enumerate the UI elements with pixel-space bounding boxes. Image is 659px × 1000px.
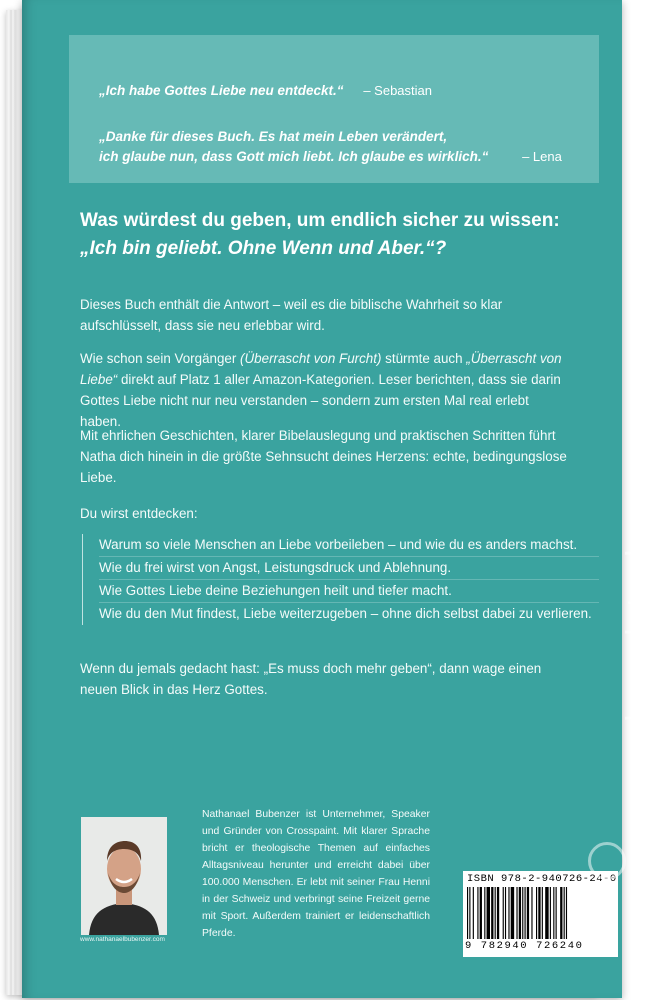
- barcode-bar: [542, 887, 543, 939]
- barcode-bar: [556, 887, 557, 939]
- barcode-bar: [505, 887, 506, 939]
- paragraph-discover: Du wirst entdecken:: [80, 506, 198, 521]
- isbn-label: ISBN 978-2-940726-24-0: [467, 873, 617, 885]
- headline: [80, 207, 590, 263]
- list-item: Wie Gottes Liebe deine Beziehungen heilt und tiefer macht.: [99, 580, 599, 603]
- book-title: „Überrascht von Liebe“: [80, 351, 562, 387]
- watermark-logo-icon: [588, 842, 626, 880]
- barcode-bar: [503, 887, 504, 939]
- author-portrait-icon: [81, 817, 167, 935]
- barcode-bar: [538, 887, 540, 939]
- barcode-bar: [477, 887, 478, 939]
- barcode-bar: [525, 887, 526, 939]
- isbn-barcode: [463, 871, 618, 957]
- barcode-bar: [566, 887, 567, 939]
- barcode-bar: [550, 887, 551, 939]
- headline-line-1: Was würdest du geben, um endlich sicher zu wissen:: [80, 210, 560, 231]
- paragraph-predecessor: Wie schon sein Vorgänger (Überrascht von Furcht) stürmte auch „Überrascht von Liebe“ direkt auf Platz 1 aller Amazon-Kategorien. Leser berichten, dass sie darin Gottes Liebe nicht nur neu verstanden – sondern zum ersten Mal real erlebt haben.: [80, 351, 562, 429]
- barcode-bar: [553, 887, 554, 939]
- testimonial-1-author: – Sebastian: [363, 83, 432, 98]
- list-item: Wie du den Mut findest, Liebe weiterzugeben – ohne dich selbst dabei zu verlieren.: [99, 606, 592, 621]
- barcode-bar: [487, 887, 490, 939]
- barcode-icon: [467, 887, 615, 941]
- paragraph-description: Mit ehrlichen Geschichten, klarer Bibelauslegung und praktischen Schritten führt Natha dich hinein in die größte Sehnsucht deines Herzens: echte, bedingungslose Liebe.: [80, 428, 567, 485]
- barcode-bar: [511, 887, 514, 939]
- barcode-bar: [560, 887, 562, 939]
- barcode-bar: [467, 887, 468, 939]
- barcode-bar: [522, 887, 523, 939]
- barcode-bar: [491, 887, 493, 939]
- list-item: Warum so viele Menschen an Liebe vorbeileben – und wie du es anders machst.: [99, 534, 599, 557]
- barcode-bar: [545, 887, 548, 939]
- barcode-bar: [484, 887, 485, 939]
- book-back-cover: [22, 0, 658, 998]
- headline-line-2: „Ich bin geliebt. Ohne Wenn und Aber.“?: [80, 238, 447, 259]
- barcode-bar: [536, 887, 537, 939]
- barcode-bar: [497, 887, 499, 939]
- bullet-list: [82, 534, 599, 625]
- barcode-bar: [564, 887, 565, 939]
- testimonial-box: [69, 35, 599, 183]
- barcode-bar: [473, 887, 474, 939]
- barcode-bar: [516, 887, 517, 939]
- barcode-bar: [508, 887, 509, 939]
- predecessor-title: (Überrascht von Furcht): [240, 351, 382, 366]
- paragraph-intro: Dieses Buch enthält die Antwort – weil es die biblische Wahrheit so klar aufschlüsselt, dass sie neu erlebbar wird.: [80, 297, 503, 333]
- author-bio: Nathanael Bubenzer ist Unternehmer, Speaker und Gründer von Crosspaint. Mit klarer Sprache bricht er theologische Themen auf einfaches Alltagsniveau herunter und erreicht dabei über 100.000 Menschen. Er lebt mit seiner Frau Henni in der Schweiz und verbringt seine Freizeit gerne mit Sport. Außerdem trainiert er leidenschaftlich Pferde.: [202, 809, 430, 939]
- watermark: leseplatz.de: [620, 528, 658, 722]
- barcode-bar: [469, 887, 470, 939]
- testimonial-1: „Ich habe Gottes Liebe neu entdeckt.“ – Sebastian: [99, 83, 432, 98]
- paragraph-closing: Wenn du jemals gedacht hast: „Es muss doch mehr geben“, dann wage einen neuen Blick in das Herz Gottes.: [80, 661, 542, 697]
- barcode-bar: [519, 887, 521, 939]
- list-item: Wie du frei wirst von Angst, Leistungsdruck und Ablehnung.: [99, 557, 599, 580]
- author-photo: [81, 817, 167, 935]
- barcode-bar: [527, 887, 529, 939]
- barcode-digits: 9 782940 726240: [465, 940, 584, 952]
- testimonial-2: „Danke für dieses Buch. Es hat mein Leben verändert, ich glaube nun, dass Gott mich liebt. Ich glaube es wirklich.“ – Lena: [99, 129, 562, 164]
- barcode-bar: [480, 887, 482, 939]
- testimonial-2-author: – Lena: [522, 149, 562, 164]
- barcode-bar: [495, 887, 496, 939]
- author-website: www.nathanaelbubenzer.com: [80, 936, 165, 943]
- barcode-bar: [531, 887, 532, 939]
